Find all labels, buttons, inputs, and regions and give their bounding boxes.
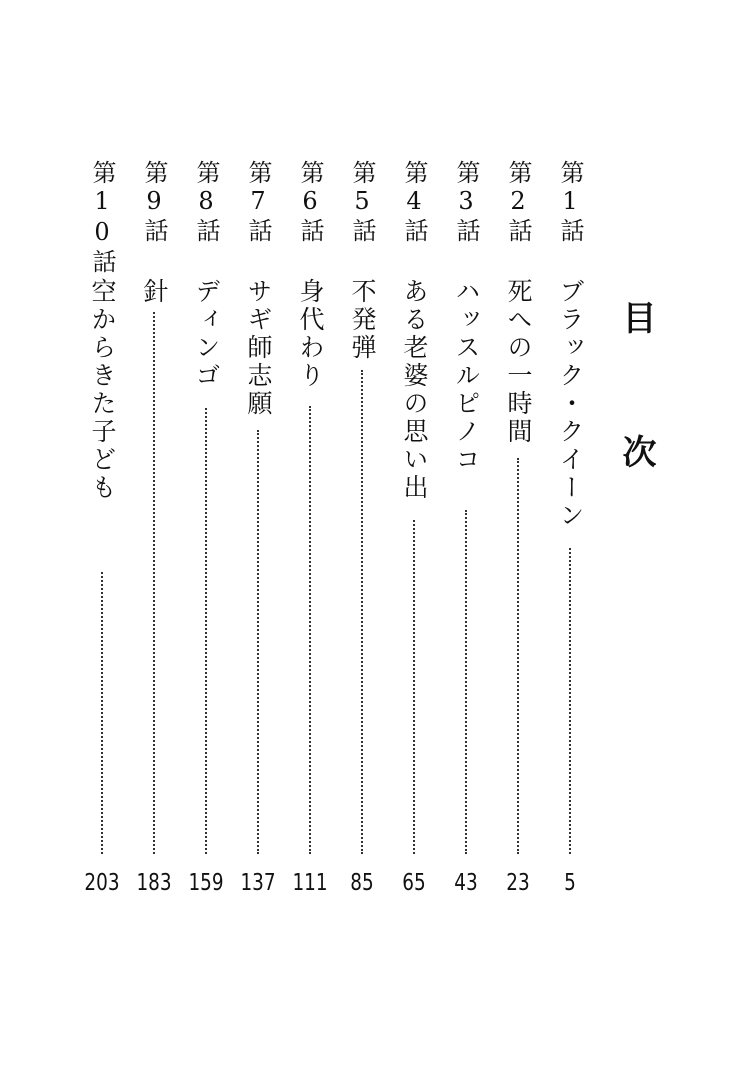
chapter-label: 第3話	[452, 160, 480, 245]
chapter-label: 第7話	[244, 160, 272, 245]
page-number: 203	[84, 870, 120, 896]
dot-leader	[517, 458, 519, 854]
toc-entry-9[interactable]	[136, 160, 172, 900]
toc-entry-6[interactable]	[292, 160, 328, 900]
page-number: 159	[188, 870, 224, 896]
dot-leader	[257, 430, 259, 854]
toc-entry-10[interactable]	[84, 160, 120, 900]
chapter-title: ある老婆の思い出	[400, 278, 429, 502]
dot-leader	[205, 408, 207, 854]
page-number: 137	[240, 870, 276, 896]
dot-leader	[569, 548, 571, 854]
chapter-label: 第6話	[296, 160, 324, 245]
toc-entry-7[interactable]	[240, 160, 276, 900]
chapter-label: 第5話	[348, 160, 376, 245]
chapter-label: 第1話	[556, 160, 584, 245]
chapter-title: ディンゴ	[192, 278, 221, 390]
page-number: 85	[350, 870, 374, 896]
dot-leader	[309, 406, 311, 854]
toc-title: 目 次	[616, 300, 656, 512]
chapter-title: 身代わり	[296, 278, 325, 390]
page-number: 111	[292, 870, 328, 896]
chapter-label: 第4話	[400, 160, 428, 245]
toc-entry-4[interactable]	[396, 160, 432, 900]
chapter-title: 死への一時間	[504, 278, 533, 446]
dot-leader	[101, 572, 103, 854]
chapter-label: 第8話	[192, 160, 220, 245]
dot-leader	[153, 312, 155, 854]
toc-entry-2[interactable]	[500, 160, 536, 900]
chapter-title: ブラック・クイーン	[556, 278, 585, 530]
page-number: 23	[506, 870, 530, 896]
page-number: 183	[136, 870, 172, 896]
chapter-title: 針	[140, 278, 169, 306]
chapter-title: サギ師志願	[244, 278, 273, 418]
chapter-title: ハッスルピノコ	[452, 278, 481, 474]
chapter-label: 第10話	[88, 160, 116, 276]
toc-entry-8[interactable]	[188, 160, 224, 900]
toc-entry-3[interactable]	[448, 160, 484, 900]
page-number: 5	[564, 870, 576, 896]
chapter-title: 不発弾	[348, 278, 377, 362]
dot-leader	[361, 370, 363, 854]
dot-leader	[465, 510, 467, 854]
chapter-label: 第2話	[504, 160, 532, 245]
page-number: 43	[454, 870, 478, 896]
chapter-label: 第9話	[140, 160, 168, 245]
toc-entry-5[interactable]	[344, 160, 380, 900]
page-number: 65	[402, 870, 426, 896]
toc-entry-1[interactable]	[552, 160, 588, 900]
chapter-title: 空からきた子ども	[88, 278, 117, 502]
dot-leader	[413, 520, 415, 854]
